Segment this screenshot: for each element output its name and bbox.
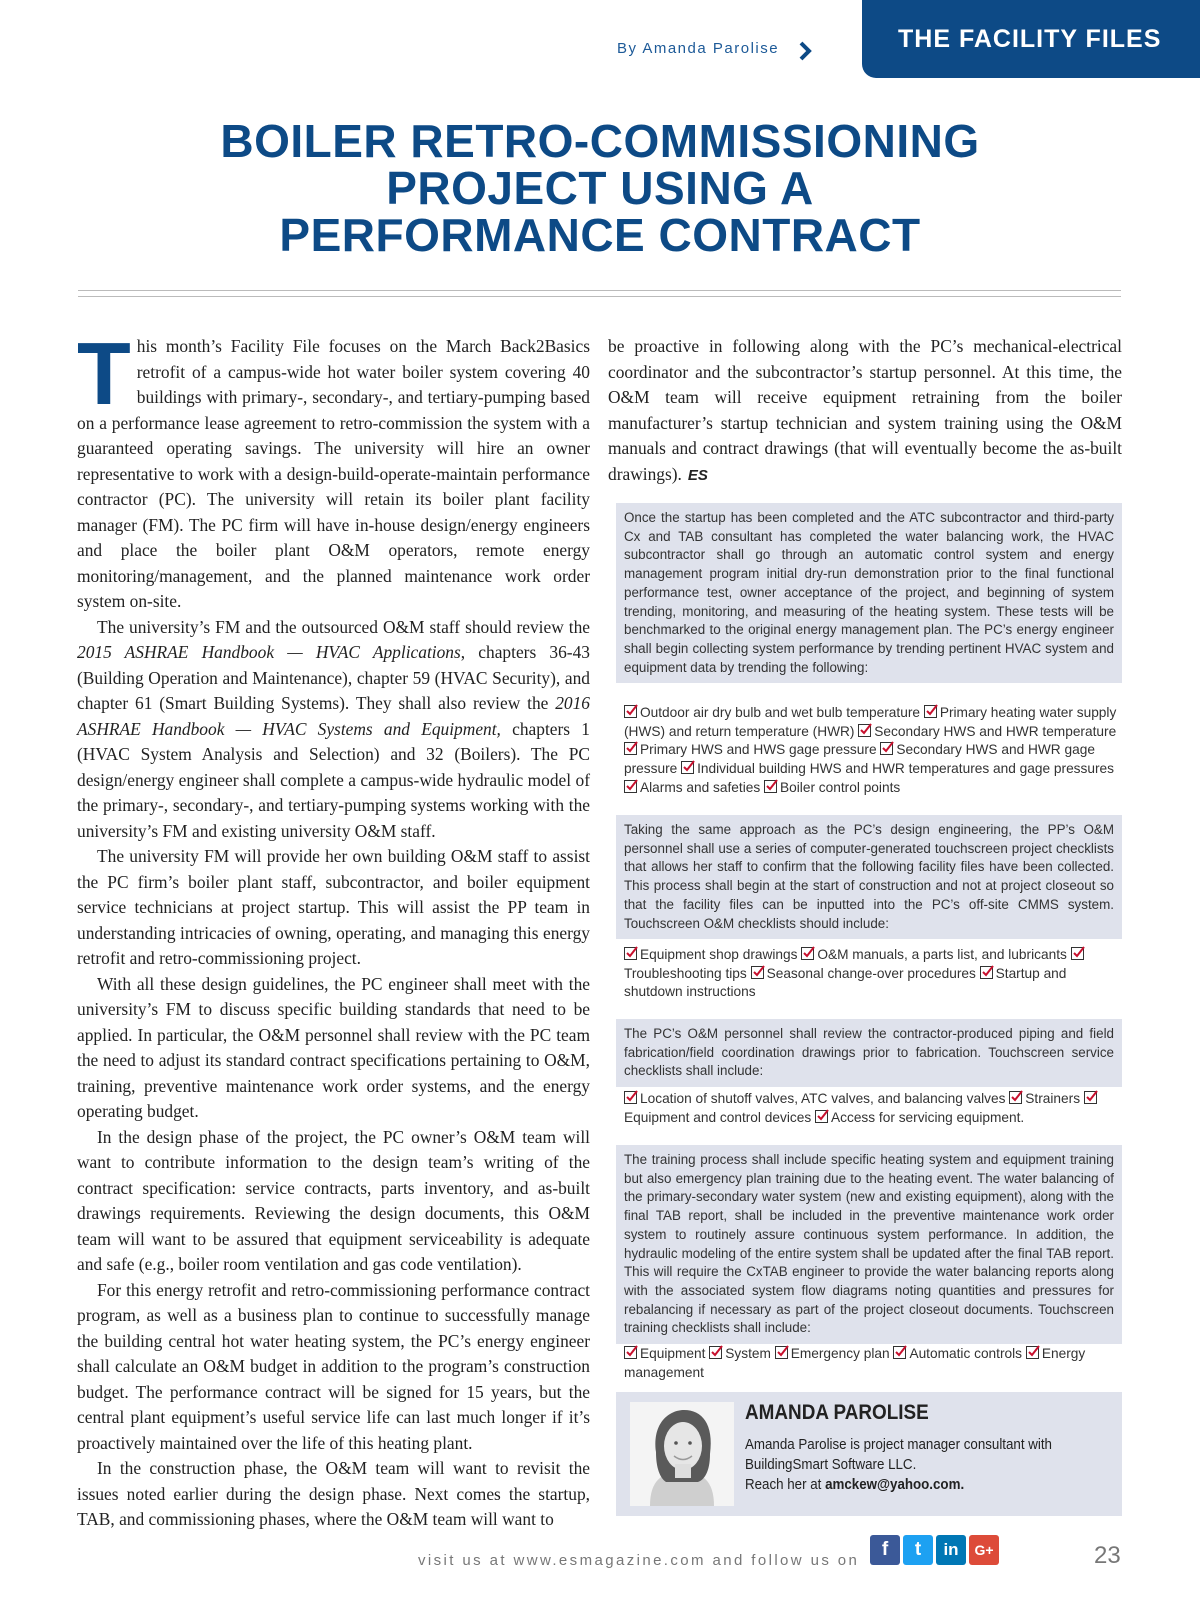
checklist-item xyxy=(1009,1091,1080,1106)
checklist-item-text: Primary HWS and HWS gage pressure xyxy=(640,742,877,758)
checkbox-checked-icon xyxy=(858,724,871,737)
paragraph-5: In the design phase of the project, the PC owner’s O&M team will want to contribute information to the design team’s writing of the contract specification: service contracts, parts inventory, and as-built drawings requirements. Reviewing the design documents, this O&M team will want to be assured that equipment serviceability is adequate and safe (e.g., boiler room ventilation and gas code ventilation). xyxy=(77,1126,590,1274)
author-photo xyxy=(630,1402,734,1506)
checkbox-checked-icon xyxy=(624,705,637,718)
facebook-icon[interactable]: f xyxy=(870,1535,900,1565)
paragraph-1 xyxy=(77,324,590,615)
checklist-item xyxy=(624,780,760,795)
checkbox-checked-icon xyxy=(751,966,764,979)
checklist-item-text: Boiler control points xyxy=(780,779,901,795)
checklist-item-text: Emergency plan xyxy=(790,1346,890,1361)
checklist-item-text: Equipment shop drawings xyxy=(640,947,798,962)
checklist-item-text: O&M manuals, a parts list, and lubricants xyxy=(817,947,1067,962)
checklist-item-text: Primary heating water supply (HWS) and return temperature (HWR) xyxy=(624,705,1117,739)
checklist-item xyxy=(858,724,1116,739)
handbook-reference-2: 2016 ASHRAE Handbook — HVAC Systems and Equipment, xyxy=(77,693,590,739)
checklist-item-text: Strainers xyxy=(1025,1091,1081,1106)
checkbox-checked-icon xyxy=(624,1091,637,1104)
chevron-right-icon xyxy=(796,40,816,62)
googleplus-icon[interactable]: G+ xyxy=(969,1535,999,1565)
checklist-item xyxy=(624,1091,1005,1106)
byline: By Amanda Parolise xyxy=(617,40,780,57)
checklist-item xyxy=(624,742,877,757)
sidebar-box-2: Taking the same approach as the PC’s design engineering, the PP’s O&M personnel shall use a series of computer-generated touchscreen project checklists that allows her staff to confirm that the following facility files have been collected. This process shall begin at the start of construction and not at project closeout so that the facility files can be inputted into the PC’s off-site CMMS system. Touchscreen O&M checklists should include: xyxy=(616,815,1122,939)
checklist-item xyxy=(751,966,976,981)
title-line-2: PROJECT USING A xyxy=(386,162,814,214)
paragraph-2-text-b: , chapters 36-43 (Building Operation and Maintenance), chapter 59 (HVAC Security), and chapter 61 (Smart Building Systems). They shall also review the xyxy=(77,642,590,713)
paragraph-2 xyxy=(77,615,590,845)
section-label: THE FACILITY FILES xyxy=(898,24,1162,53)
paragraph-8-text: be proactive in following along with the PC’s mechanical-electrical coordinator and the subcontractor’s startup personnel. At this time, the O&M team will receive equipment retraining from the boiler manufacturer’s startup technician and system training using the O&M manuals and contract drawings (that will eventually become the as-built drawings). xyxy=(608,336,1122,484)
checklist-item-text: Equipment and control devices xyxy=(624,1109,812,1125)
checklist-item-text: Troubleshooting tips xyxy=(624,965,747,981)
checklist-item-text: Individual building HWS and HWR temperatures and gage pressures xyxy=(697,761,1114,777)
checkbox-checked-icon xyxy=(815,1110,828,1123)
page-number: 23 xyxy=(1094,1542,1121,1569)
paragraph-7: In the construction phase, the O&M team will want to revisit the issues noted earlier during the design phase. Next comes the startup, TAB, and commissioning phases, where the O&M team will want to xyxy=(77,1458,590,1529)
sidebar-box-4: The training process shall include specific heating system and equipment training but also emergency plan training due to the heating event. The water balancing of the primary-secondary water system (new and existing equipment), along with the final TAB report, shall be included in the preventive maintenance work order system to routinely assure continuous system performance. In addition, the hydraulic modeling of the entire system shall be updated after the final TAB report. This will require the CxTAB engineer to provide the water balancing reports along with the associated system flow diagrams noting quantities and pressures for rebalancing if necessary as part of the project closeout documents. Touchscreen training checklists shall include: xyxy=(616,1145,1122,1344)
checklist-item-text: Energy management xyxy=(624,1346,1086,1380)
checklist-item xyxy=(764,780,900,795)
title-line-3: PERFORMANCE CONTRACT xyxy=(279,209,921,261)
checklist-item-text: Seasonal change-over procedures xyxy=(766,965,976,981)
checklist-item-text: Equipment xyxy=(640,1346,706,1361)
author-contact-label: Reach her at xyxy=(745,1477,826,1493)
author-name: AMANDA PAROLISE xyxy=(745,1401,929,1424)
article-body-right xyxy=(608,334,1122,488)
paragraph-4: With all these design guidelines, the PC engineer shall meet with the university’s FM to discuss specific building standards that need to be applied. In particular, the O&M personnel shall review with the PC team the need to adjust its standard contract specifications pertaining to O&M, training, preventive maintenance work order systems, and the energy operating budget. xyxy=(77,973,590,1121)
checkbox-checked-icon xyxy=(1026,1346,1039,1359)
title-divider-bottom xyxy=(78,296,1121,297)
handbook-reference-1: 2015 ASHRAE Handbook — HVAC Applications xyxy=(77,642,461,662)
checkbox-checked-icon xyxy=(1071,947,1084,960)
author-bio-box xyxy=(616,1392,1122,1516)
checkbox-checked-icon xyxy=(924,705,937,718)
drop-cap: T xyxy=(77,324,131,423)
linkedin-icon[interactable]: in xyxy=(936,1535,966,1565)
checkbox-checked-icon xyxy=(764,780,777,793)
checkbox-checked-icon xyxy=(1009,1091,1022,1104)
twitter-icon[interactable]: t xyxy=(903,1535,933,1565)
checklist-item xyxy=(624,947,798,962)
checklist-item xyxy=(893,1346,1022,1361)
section-tab xyxy=(862,0,1200,78)
checklist-item-text: Startup and shutdown instructions xyxy=(624,965,1067,1000)
checklist-item xyxy=(709,1346,771,1361)
checkbox-checked-icon xyxy=(681,761,694,774)
author-description xyxy=(745,1435,1058,1495)
checklist-2 xyxy=(624,946,1124,1002)
checkbox-checked-icon xyxy=(624,780,637,793)
checkbox-checked-icon xyxy=(709,1346,722,1359)
end-mark: ES xyxy=(687,466,708,484)
checklist-item xyxy=(624,705,920,720)
checkbox-checked-icon xyxy=(880,742,893,755)
checkbox-checked-icon xyxy=(1084,1091,1097,1104)
checkbox-checked-icon xyxy=(893,1346,906,1359)
sidebar-box-3: The PC’s O&M personnel shall review the contractor-produced piping and field fabrication/field coordination drawings prior to fabrication. Touchscreen service checklists shall include: xyxy=(616,1019,1122,1087)
checkbox-checked-icon xyxy=(624,1346,637,1359)
sidebar-box-1: Once the startup has been completed and the ATC subcontractor and third-party Cx and TAB consultant has completed the water balancing work, the HVAC subcontractor shall go through an automatic control system and energy management program initial dry-run demonstration prior to the final functional performance test, owner acceptance of the project, and beginning of system trending, monitoring, and measuring of the heating system. These tests will be benchmarked to the original energy management plan. The PC’s energy engineer shall begin collecting system performance by trending pertinent HVAC system and equipment data by trending the following: xyxy=(616,503,1122,683)
checklist-item-text: Secondary HWS and HWR temperature xyxy=(874,723,1117,739)
checklist-item-text: Alarms and safeties xyxy=(640,779,761,795)
checklist-item-text: Secondary HWS and HWR gage pressure xyxy=(624,742,1095,777)
checklist-4 xyxy=(624,1345,1124,1382)
paragraph-1-text: his month’s Facility File focuses on the March Back2Basics retrofit of a campus-wide hot water boiler system covering 40 buildings with primary-, secondary-, and tertiary-pumping based on a performance lease agreement to retro-commission the system with a guaranteed operating savings. The university will hire an owner representative to work with a design-build-operate-maintain performance contractor (PC). The university will retain its boiler plant facility manager (FM). The PC firm will have in-house design/energy engineers and place the boiler plant O&M operators, remote energy monitoring/management, and the planned maintenance work order system on-site. xyxy=(77,336,590,611)
paragraph-8 xyxy=(608,334,1122,488)
checklist-1 xyxy=(624,704,1124,798)
checkbox-checked-icon xyxy=(775,1346,788,1359)
checkbox-checked-icon xyxy=(980,966,993,979)
checklist-item xyxy=(775,1346,890,1361)
article-body-left xyxy=(77,324,590,1533)
checklist-item-text: Automatic controls xyxy=(909,1346,1023,1361)
author-bio-text: Amanda Parolise is project manager consultant with BuildingSmart Software LLC. xyxy=(745,1437,1052,1473)
paragraph-2-text-c: chapters 1 (HVAC System Analysis and Selection) and 32 (Boilers). The PC design/energy engineer shall complete a campus-wide hydraulic model of the primary-, secondary-, and tertiary-pumping systems working with the university’s FM and existing university O&M staff. xyxy=(77,718,590,841)
checkbox-checked-icon xyxy=(624,742,637,755)
paragraph-3: The university FM will provide her own building O&M staff to assist the PC firm’s boiler plant staff, subcontractor, and boiler equipment service technicians at project startup. This will assist the PP team in understanding intricacies of owning, operating, and managing this energy retrofit and retro-commissioning project. xyxy=(77,846,590,968)
article-title xyxy=(0,115,1200,261)
footer-visit-text: visit us at www.esmagazine.com and follow us on xyxy=(418,1552,860,1569)
title-divider-top xyxy=(78,290,1121,291)
checklist-item xyxy=(624,1346,705,1361)
checkbox-checked-icon xyxy=(624,947,637,960)
checklist-item-text: Outdoor air dry bulb and wet bulb temperature xyxy=(640,705,920,720)
checklist-item-text: Location of shutoff valves, ATC valves, and balancing valves xyxy=(640,1091,1006,1106)
checkbox-checked-icon xyxy=(801,947,814,960)
checklist-item xyxy=(681,761,1114,776)
paragraph-2-text-a: The university’s FM and the outsourced O&M staff should review the xyxy=(97,616,590,637)
title-line-1: BOILER RETRO-COMMISSIONING xyxy=(220,115,980,167)
checklist-item-text: Access for servicing equipment. xyxy=(831,1109,1025,1125)
author-email-link[interactable]: amckew@yahoo.com. xyxy=(825,1477,965,1493)
checklist-item xyxy=(801,947,1067,962)
checklist-3 xyxy=(624,1090,1124,1127)
paragraph-6: For this energy retrofit and retro-commissioning performance contract program, as well as a business plan to continue to successfully manage the building central hot water heating system, the PC’s energy engineer shall calculate an O&M budget in addition to the program’s construction budget. The performance contract will be signed for 15 years, but the central plant equipment’s useful service life can last much longer if it’s proactively maintained over the life of this heating plant. xyxy=(77,1279,590,1453)
checklist-item-text: System xyxy=(725,1346,771,1361)
checklist-item xyxy=(815,1110,1024,1125)
